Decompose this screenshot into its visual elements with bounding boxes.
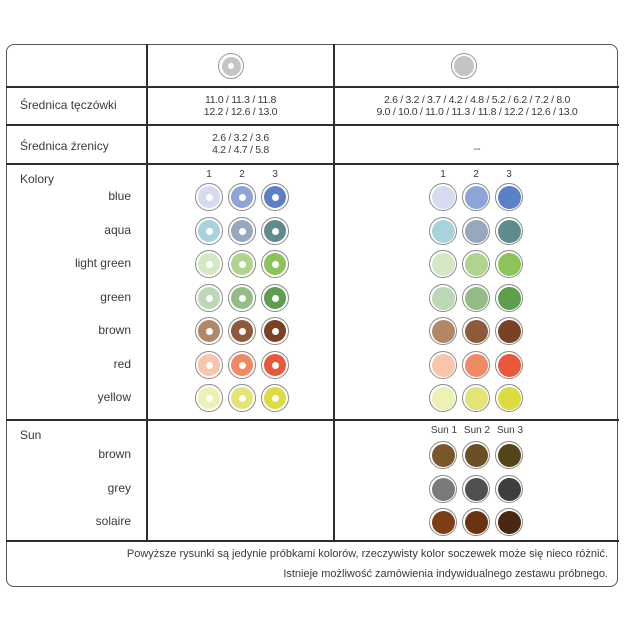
iris-color: [465, 478, 488, 501]
iris-col2-line2: 9.0 / 10.0 / 11.0 / 11.3 / 11.8 / 12.2 / 12.6 / 13.0: [376, 106, 578, 118]
iris-color: [198, 320, 220, 342]
color-name-label: green: [100, 290, 131, 304]
iris-color: [498, 253, 521, 276]
color-swatch-with-pupil: [195, 183, 223, 211]
sun-column-label: Sun 1: [430, 425, 458, 436]
column-divider: [333, 44, 335, 541]
iris-color: [432, 354, 455, 377]
full-color-lens-icon: [451, 53, 477, 79]
color-swatch-with-pupil: [228, 351, 256, 379]
color-swatch-full: [429, 183, 457, 211]
column-number: 2: [473, 169, 479, 180]
pupil: [272, 194, 279, 201]
color-swatch-full: [462, 217, 490, 245]
color-name-label: light green: [74, 256, 131, 270]
iris-color: [498, 387, 521, 410]
pupil-col1-line1: 2.6 / 3.2 / 3.6: [212, 132, 269, 144]
iris-color: [498, 478, 521, 501]
color-swatch-full: [429, 317, 457, 345]
sun-color-swatch: [462, 475, 490, 503]
sun-color-swatch: [462, 508, 490, 536]
lens-with-pupil-icon: [218, 53, 244, 79]
iris-col1-line2: 12.2 / 12.6 / 13.0: [203, 106, 278, 118]
disclaimer-line-2: Istnieje możliwość zamówienia indywidualnego zestawu próbnego.: [283, 568, 608, 580]
color-swatch-full: [495, 384, 523, 412]
color-name-label: yellow: [97, 390, 131, 404]
iris-color: [198, 186, 220, 208]
pupil: [239, 362, 246, 369]
color-swatch-with-pupil: [195, 351, 223, 379]
iris-color: [498, 320, 521, 343]
sun-column-label: Sun 3: [496, 425, 524, 436]
color-swatch-with-pupil: [195, 317, 223, 345]
color-swatch-full: [429, 351, 457, 379]
iris-color: [498, 444, 521, 467]
pupil: [272, 261, 279, 268]
row-divider: [6, 124, 619, 126]
pupil: [239, 261, 246, 268]
color-swatch-with-pupil: [261, 351, 289, 379]
color-swatch-full: [495, 183, 523, 211]
color-swatch-full: [429, 217, 457, 245]
sun-column-label: Sun 2: [463, 425, 491, 436]
pupil-diameter-col1: [148, 132, 333, 156]
pupil: [206, 194, 213, 201]
pupil: [206, 328, 213, 335]
color-swatch-with-pupil: [261, 217, 289, 245]
pupil: [239, 328, 246, 335]
color-swatch-full: [495, 351, 523, 379]
pupil: [272, 328, 279, 335]
iris-color: [432, 253, 455, 276]
pupil: [206, 362, 213, 369]
color-swatch-full: [462, 183, 490, 211]
color-name-label: aqua: [104, 223, 131, 237]
iris-color: [465, 444, 488, 467]
color-swatch-full: [462, 284, 490, 312]
pupil-col1-line2: 4.2 / 4.7 / 5.8: [212, 144, 269, 156]
iris-color: [498, 354, 521, 377]
sun-color-name-label: brown: [98, 447, 131, 461]
row-divider: [6, 86, 619, 88]
pupil: [272, 228, 279, 235]
color-name-label: blue: [108, 189, 131, 203]
color-swatch-full: [462, 384, 490, 412]
iris-diameter-col2: [335, 94, 619, 118]
sun-color-swatch: [495, 508, 523, 536]
color-swatch-full: [462, 351, 490, 379]
disclaimer-line-1: Powyższe rysunki są jedynie próbkami kolorów, rzeczywisty kolor soczewek może się nieco różnić.: [126, 548, 608, 560]
pupil: [239, 295, 246, 302]
iris-color: [465, 320, 488, 343]
color-swatch-with-pupil: [228, 284, 256, 312]
iris-color: [231, 253, 253, 275]
iris-color: [198, 253, 220, 275]
iris-col1-line1: 11.0 / 11.3 / 11.8: [204, 94, 277, 106]
sun-color-name-label: grey: [107, 481, 131, 495]
column-number: 3: [506, 169, 512, 180]
iris-color: [198, 287, 220, 309]
iris-color: [264, 287, 286, 309]
sun-color-swatch: [429, 508, 457, 536]
color-swatch-with-pupil: [261, 250, 289, 278]
iris-color: [264, 320, 286, 342]
colors-section-label: Kolory: [20, 172, 55, 186]
color-swatch-full: [495, 284, 523, 312]
pupil-diameter-col2: --: [473, 143, 481, 155]
iris-color: [264, 253, 286, 275]
sun-color-name-label: solaire: [95, 514, 131, 528]
color-swatch-with-pupil: [261, 384, 289, 412]
color-swatch-with-pupil: [228, 384, 256, 412]
pupil: [272, 295, 279, 302]
iris-color: [264, 354, 286, 376]
iris-color: [231, 387, 253, 409]
color-swatch-with-pupil: [228, 183, 256, 211]
iris-color: [465, 220, 488, 243]
iris-diameter-col1: [148, 94, 333, 118]
iris-color: [432, 220, 455, 243]
iris-col2-line1: 2.6 / 3.2 / 3.7 / 4.2 / 4.8 / 5.2 / 6.2 / 7.2 / 8.0: [383, 94, 571, 106]
iris-color: [198, 354, 220, 376]
sun-color-swatch: [429, 475, 457, 503]
sun-color-swatch: [495, 441, 523, 469]
color-swatch-with-pupil: [228, 250, 256, 278]
color-swatch-full: [429, 250, 457, 278]
color-swatch-with-pupil: [261, 284, 289, 312]
column-number: 3: [272, 169, 278, 180]
color-swatch-full: [495, 217, 523, 245]
iris-color: [264, 387, 286, 409]
iris-color: [231, 220, 253, 242]
pupil: [239, 395, 246, 402]
pupil: [239, 194, 246, 201]
pupil: [206, 295, 213, 302]
iris-color: [231, 287, 253, 309]
color-swatch-with-pupil: [228, 317, 256, 345]
iris-color: [198, 220, 220, 242]
iris-color: [465, 253, 488, 276]
color-swatch-full: [429, 284, 457, 312]
sun-color-swatch: [462, 441, 490, 469]
iris-color: [432, 444, 455, 467]
color-swatch-with-pupil: [261, 317, 289, 345]
iris-color: [432, 387, 455, 410]
color-swatch-full: [495, 250, 523, 278]
pupil: [206, 228, 213, 235]
iris-color: [432, 478, 455, 501]
iris-color: [198, 387, 220, 409]
iris-diameter-label: Średnica tęczówki: [20, 98, 117, 112]
color-swatch-with-pupil: [261, 183, 289, 211]
column-number: 1: [206, 169, 212, 180]
pupil-diameter-label: Średnica źrenicy: [20, 139, 109, 153]
iris-color: [465, 354, 488, 377]
iris-color: [231, 186, 253, 208]
color-name-label: brown: [98, 323, 131, 337]
column-number: 1: [440, 169, 446, 180]
iris-color: [432, 511, 455, 534]
column-number: 2: [239, 169, 245, 180]
color-swatch-full: [462, 250, 490, 278]
color-swatch-with-pupil: [195, 384, 223, 412]
color-swatch-with-pupil: [195, 250, 223, 278]
iris-color: [498, 287, 521, 310]
iris-color: [465, 186, 488, 209]
iris-color: [231, 320, 253, 342]
iris-color: [231, 354, 253, 376]
color-swatch-with-pupil: [195, 217, 223, 245]
iris-color: [465, 287, 488, 310]
color-swatch-full: [495, 317, 523, 345]
color-swatch-full: [429, 384, 457, 412]
color-swatch-with-pupil: [195, 284, 223, 312]
iris-color: [264, 186, 286, 208]
sun-color-swatch: [429, 441, 457, 469]
iris-color: [498, 511, 521, 534]
color-swatch-full: [462, 317, 490, 345]
iris-color: [432, 320, 455, 343]
row-divider: [6, 419, 619, 421]
sun-section-label: Sun: [20, 428, 42, 442]
sun-color-swatch: [495, 475, 523, 503]
iris-color: [465, 387, 488, 410]
pupil: [272, 362, 279, 369]
pupil: [206, 261, 213, 268]
iris-color: [498, 220, 521, 243]
iris-color: [465, 511, 488, 534]
iris-color: [432, 287, 455, 310]
iris-color: [498, 186, 521, 209]
pupil: [206, 395, 213, 402]
row-divider: [6, 540, 619, 542]
iris-color: [264, 220, 286, 242]
pupil: [272, 395, 279, 402]
color-name-label: red: [113, 357, 131, 371]
row-divider: [6, 163, 619, 165]
color-swatch-with-pupil: [228, 217, 256, 245]
pupil: [239, 228, 246, 235]
column-divider: [146, 44, 148, 541]
iris-color: [432, 186, 455, 209]
